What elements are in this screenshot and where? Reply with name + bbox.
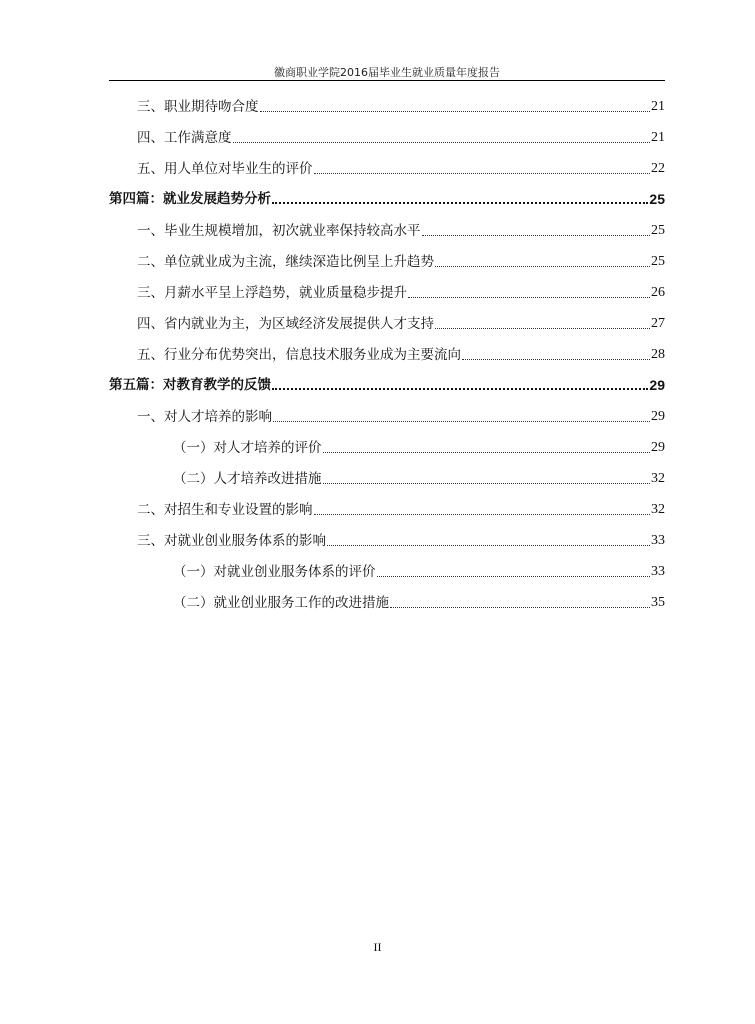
toc-entry-page: 27 bbox=[651, 316, 665, 331]
toc-entry-page: 32 bbox=[651, 471, 665, 486]
toc-entry-page: 35 bbox=[651, 595, 665, 610]
toc-entry-label: 四、省内就业为主，为区域经济发展提供人才支持 bbox=[137, 316, 434, 332]
toc-entry-page: 33 bbox=[651, 564, 665, 579]
toc-leader-dots bbox=[272, 202, 648, 204]
toc-leader-dots bbox=[314, 514, 651, 515]
toc-leader-dots bbox=[272, 388, 648, 390]
toc-leader-dots bbox=[260, 111, 651, 112]
toc-leader-dots bbox=[273, 421, 650, 422]
toc-leader-dots bbox=[435, 266, 650, 267]
toc-leader-dots bbox=[435, 328, 650, 329]
toc-entry-page: 21 bbox=[651, 99, 665, 114]
toc-subentry[interactable] bbox=[173, 563, 665, 581]
toc-entry-page: 25 bbox=[651, 254, 665, 269]
toc-entry-page: 33 bbox=[651, 533, 665, 548]
toc-entry-page: 26 bbox=[651, 285, 665, 300]
toc-entry-label: （一）对人才培养的评价 bbox=[173, 440, 322, 456]
toc-entry-label: 第四篇：就业发展趋势分析 bbox=[109, 191, 271, 207]
toc-entry[interactable] bbox=[137, 284, 665, 302]
toc-entry-page: 22 bbox=[651, 161, 665, 176]
toc-entry[interactable] bbox=[137, 253, 665, 271]
toc-entry-page: 29 bbox=[651, 440, 665, 455]
toc-entry[interactable] bbox=[137, 315, 665, 333]
toc-entry-label: 一、毕业生规模增加，初次就业率保持较高水平 bbox=[137, 223, 421, 239]
header-rule bbox=[109, 80, 665, 81]
toc-leader-dots bbox=[390, 607, 650, 608]
toc-entry-label: 四、工作满意度 bbox=[137, 130, 232, 146]
toc-chapter-entry[interactable] bbox=[109, 190, 665, 208]
toc-leader-dots bbox=[233, 142, 651, 143]
toc-entry-label: 第五篇：对教育教学的反馈 bbox=[109, 377, 271, 393]
toc-entry[interactable] bbox=[137, 408, 665, 426]
toc-entry[interactable] bbox=[137, 501, 665, 519]
toc-entry-label: 三、月薪水平呈上浮趋势，就业质量稳步提升 bbox=[137, 285, 407, 301]
toc-entry[interactable] bbox=[137, 532, 665, 550]
toc-subentry[interactable] bbox=[173, 439, 665, 457]
toc-leader-dots bbox=[323, 483, 651, 484]
toc-entry-label: （二）就业创业服务工作的改进措施 bbox=[173, 595, 389, 611]
toc-entry[interactable] bbox=[137, 129, 665, 147]
running-header: 徽商职业学院2016届毕业生就业质量年度报告 bbox=[274, 66, 500, 79]
toc-leader-dots bbox=[422, 235, 651, 236]
toc-subentry[interactable] bbox=[173, 470, 665, 488]
toc-entry-label: （二）人才培养改进措施 bbox=[173, 471, 322, 487]
toc-leader-dots bbox=[314, 173, 651, 174]
toc-entry-label: 三、对就业创业服务体系的影响 bbox=[137, 533, 326, 549]
toc-leader-dots bbox=[323, 452, 651, 453]
toc-entry-page: 25 bbox=[649, 191, 665, 207]
toc-entry-page: 28 bbox=[651, 347, 665, 362]
toc-entry-label: 五、用人单位对毕业生的评价 bbox=[137, 161, 313, 177]
toc-leader-dots bbox=[408, 297, 650, 298]
toc-leader-dots bbox=[462, 359, 650, 360]
toc-leader-dots bbox=[327, 545, 650, 546]
toc-entry-label: 二、对招生和专业设置的影响 bbox=[137, 502, 313, 518]
toc-entry[interactable] bbox=[137, 160, 665, 178]
toc-entry-label: （一）对就业创业服务体系的评价 bbox=[173, 564, 376, 580]
page-number: II bbox=[373, 940, 382, 954]
toc-subentry[interactable] bbox=[173, 594, 665, 612]
toc-entry[interactable] bbox=[137, 222, 665, 240]
toc-entry-label: 五、行业分布优势突出，信息技术服务业成为主要流向 bbox=[137, 347, 461, 363]
toc-entry[interactable] bbox=[137, 98, 665, 116]
toc-chapter-entry[interactable] bbox=[109, 376, 665, 394]
toc-entry[interactable] bbox=[137, 346, 665, 364]
toc-leader-dots bbox=[377, 576, 651, 577]
toc-entry-page: 32 bbox=[651, 502, 665, 517]
toc-entry-label: 二、单位就业成为主流，继续深造比例呈上升趋势 bbox=[137, 254, 434, 270]
toc-entry-page: 21 bbox=[651, 130, 665, 145]
toc-entry-label: 三、职业期待吻合度 bbox=[137, 99, 259, 115]
toc-entry-page: 25 bbox=[651, 223, 665, 238]
toc-entry-label: 一、对人才培养的影响 bbox=[137, 409, 272, 425]
toc-entry-page: 29 bbox=[649, 377, 665, 393]
toc-entry-page: 29 bbox=[651, 409, 665, 424]
